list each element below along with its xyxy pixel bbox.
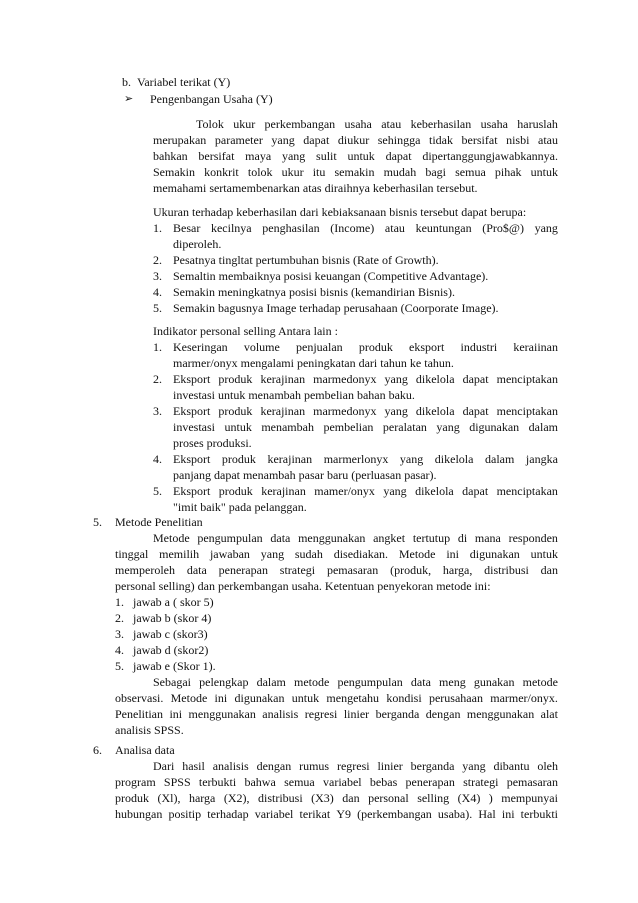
list-item-text: Eksport produk kerajinan marmedonyx yang dikelola dapat menciptakan <box>173 404 558 418</box>
paragraph-line: Metode pengumpulan data menggunakan angket tertutup di mana responden <box>153 531 558 545</box>
list-number: 2. <box>153 253 162 267</box>
paragraph-line: analisis SPSS. <box>115 723 184 737</box>
list-item-text: diperoleh. <box>173 237 222 251</box>
list-number: 4. <box>153 285 162 299</box>
section-number: 5. <box>93 515 102 529</box>
list-item-text: panjang dapat menambah pasar baru (perluasan pasar). <box>173 468 437 482</box>
list-item-text: Semaltin membaiknya posisi keuangan (Competitive Advantage). <box>173 269 489 283</box>
paragraph-line: memahami sertamembenarkan atas diraihnya keberhasilan tersebut. <box>153 181 478 195</box>
list-number: 2. <box>153 372 162 386</box>
list-item-text: marmer/onyx mengalami peningkatan dari tahun ke tahun. <box>173 356 454 370</box>
list-number: 1. <box>153 221 162 235</box>
paragraph-line: memperoleh data penerapan strategi pemasaran (produk, harga, distribusi dan <box>115 563 558 577</box>
list-intro: Ukuran terhadap keberhasilan dari kebiaksanaan bisnis tersebut dapat berupa: <box>153 205 527 219</box>
list-item-text: investasi untuk menambah pembelian peralatan yang digunakan dalam <box>173 420 558 434</box>
list-number: 4. <box>115 643 124 657</box>
paragraph-line: Sebagai pelengkap dalam metode pengumpulan data meng gunakan metode <box>153 675 558 689</box>
paragraph-line: observasi. Metode ini digunakan untuk mengetahu kondisi perusahaan marmer/onyx. <box>115 691 558 705</box>
paragraph-line: program SPSS terbukti bahwa semua variabel bebas penerapan strategi pemasaran <box>115 775 558 789</box>
list-number: 3. <box>153 269 162 283</box>
paragraph-line: produk (Xl), harga (X2), distribusi (X3) dan personal selling (X4) ) mempunyai <box>115 791 558 805</box>
list-number: 1. <box>153 340 162 354</box>
list-marker: b. <box>122 75 131 89</box>
list-item-text: Besar kecilnya penghasilan (Income) atau keuntungan (Pro$@) yang <box>173 221 558 235</box>
arrow-bullet-icon: ➢ <box>124 92 134 105</box>
paragraph-line: Penelitian ini menggunakan analisis regresi linier berganda dengan menggunakan alat <box>115 707 558 721</box>
list-item-text: investasi untuk menambah pembelian bahan baku. <box>173 388 415 402</box>
paragraph-line: tinggal memilih jawaban yang sudah disediakan. Metode ini digunakan untuk <box>115 547 558 561</box>
list-number: 1. <box>115 595 124 609</box>
paragraph-line: Dari hasil analisis dengan rumus regresi linier berganda yang dibantu oleh <box>153 759 558 773</box>
list-number: 3. <box>153 404 162 418</box>
list-item-text: Semakin meningkatnya posisi bisnis (kemandirian Bisnis). <box>173 285 455 299</box>
paragraph-line: Tolok ukur perkembangan usaha atau keberhasilan usaha haruslah <box>196 117 558 131</box>
bullet-title: Pengenbangan Usaha (Y) <box>150 92 273 106</box>
list-number: 2. <box>115 611 124 625</box>
list-intro: Indikator personal selling Antara lain : <box>153 324 338 338</box>
section-number: 6. <box>93 743 102 757</box>
list-number: 5. <box>153 301 162 315</box>
score-item: jawab a ( skor 5) <box>133 595 214 609</box>
list-number: 3. <box>115 627 124 641</box>
list-item-text: "imit baik" pada pelanggan. <box>173 500 307 514</box>
paragraph-line: merupakan parameter yang dapat diukur sehingga tidak bersifat nisbi atau <box>153 133 558 147</box>
list-item-text: Keseringan volume penjualan produk eksport industri keraiinan <box>173 340 558 354</box>
paragraph-line: Semakin konkrit tolok ukur itu semakin mudah bagi semua pihak untuk <box>153 165 558 179</box>
paragraph-line: hubungan positip terhadap variabel terikat Y9 (perkembangan usaba). Hal ini terbukti <box>115 807 558 821</box>
score-item: jawab b (skor 4) <box>133 611 212 625</box>
paragraph-line: personal selling) dan perkembangan usaha. Ketentuan penyekoran metode ini: <box>115 579 491 593</box>
subsection-title: Variabel terikat (Y) <box>137 75 231 89</box>
list-item-text: Eksport produk kerajinan marmedonyx yang dikelola dapat menciptakan <box>173 372 558 386</box>
section-title: Metode Penelitian <box>115 515 203 529</box>
paragraph-line: bahkan bersifat maya yang sulit untuk dapat dipertanggungjawabkannya. <box>153 149 558 163</box>
list-item-text: Eksport produk kerajinan marmerlonyx yang dikelola dalam jangka <box>173 452 558 466</box>
list-item-text: Eksport produk kerajinan mamer/onyx yang dikelola dapat menciptakan <box>173 484 558 498</box>
list-item-text: proses produksi. <box>173 436 252 450</box>
list-item-text: Semakin bagusnya Image terhadap perusahaan (Coorporate Image). <box>173 301 499 315</box>
list-number: 5. <box>115 659 124 673</box>
section-title: Analisa data <box>115 743 175 757</box>
list-number: 4. <box>153 452 162 466</box>
list-number: 5. <box>153 484 162 498</box>
score-item: jawab e (Skor 1). <box>133 659 216 673</box>
score-item: jawab c (skor3) <box>133 627 208 641</box>
score-item: jawab d (skor2) <box>133 643 209 657</box>
list-item-text: Pesatnya tingltat pertumbuhan bisnis (Rate of Growth). <box>173 253 439 267</box>
